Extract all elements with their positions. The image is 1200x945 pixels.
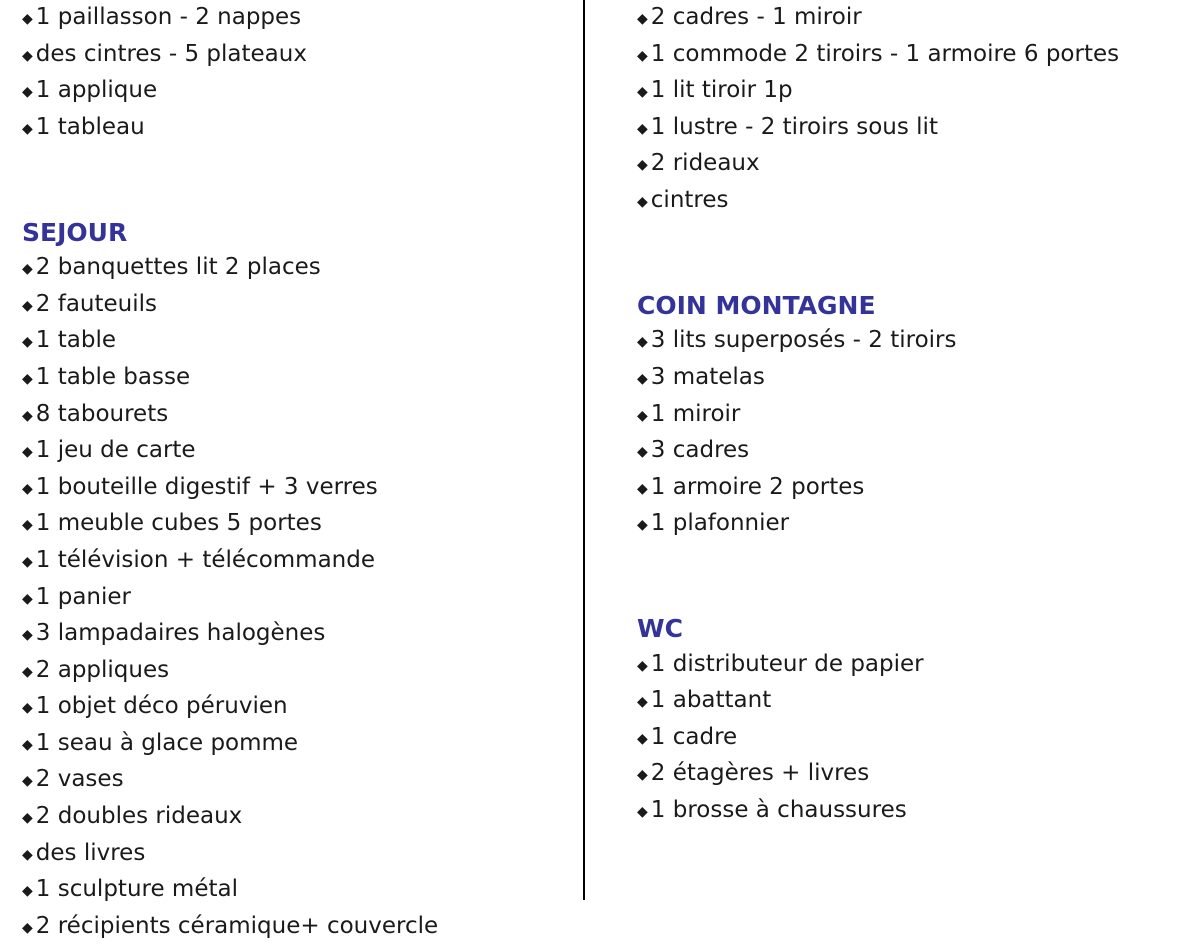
list-item [22,287,567,324]
list-item-text: 1 brosse à chaussures [650,797,907,824]
list-item-text: des livres [35,839,146,866]
section-wc-items [637,647,1197,830]
list-item [22,580,567,617]
list-item [22,872,567,909]
section-sejour [22,216,567,945]
list-item [22,323,567,360]
list-item [637,720,1197,757]
list-item-text: 1 panier [35,583,131,610]
list-item [637,110,1197,147]
bullet-diamond-icon: ◆ [637,517,648,534]
bullet-diamond-icon: ◆ [637,767,648,784]
list-item [637,433,1197,470]
list-item-text: 1 applique [35,77,158,104]
list-item-text: 2 étagères + livres [650,760,870,787]
list-item-text: 2 appliques [35,656,170,683]
section-heading-wc: WC [637,614,683,644]
bullet-diamond-icon: ◆ [22,700,33,717]
list-item-text: 2 cadres - 1 miroir [650,4,862,30]
list-item [22,616,567,653]
bullet-diamond-icon: ◆ [22,590,33,607]
section-chambre-items [637,0,1197,220]
list-item-text: 1 table [35,327,116,354]
list-item [22,836,567,873]
list-item-text: 1 tableau [35,113,145,140]
list-item [22,110,567,147]
list-item-text: 1 bouteille digestif + 3 verres [35,473,378,500]
list-item [22,726,567,763]
list-item-text: 3 cadres [650,437,750,464]
bullet-diamond-icon: ◆ [637,480,648,497]
list-item [637,0,1197,37]
list-item-text: 1 lustre - 2 tiroirs sous lit [650,113,938,140]
list-item [637,470,1197,507]
list-item-text: 1 table basse [35,363,191,390]
list-item-text: 1 cadre [650,723,738,750]
list-item [637,183,1197,220]
list-item-text: des cintres - 5 plateaux [35,40,307,67]
list-item [637,683,1197,720]
bullet-diamond-icon: ◆ [637,193,648,210]
right-column [637,0,1197,830]
bullet-diamond-icon: ◆ [22,773,33,790]
list-item [22,653,567,690]
bullet-diamond-icon: ◆ [22,663,33,680]
bullet-diamond-icon: ◆ [637,157,648,174]
list-item [637,73,1197,110]
list-item-text: 1 seau à glace pomme [35,729,299,756]
list-item [637,793,1197,830]
bullet-diamond-icon: ◆ [22,480,33,497]
list-item-text: 1 objet déco péruvien [35,693,288,720]
bullet-diamond-icon: ◆ [22,84,33,101]
list-item-text: 2 récipients céramique+ couvercle [35,912,439,939]
list-item [22,506,567,543]
bullet-diamond-icon: ◆ [22,736,33,753]
section-coin-montagne [637,289,1197,543]
bullet-diamond-icon: ◆ [22,883,33,900]
list-item [637,756,1197,793]
list-item-text: 2 doubles rideaux [35,803,243,830]
bullet-diamond-icon: ◆ [637,804,648,821]
list-item [22,470,567,507]
list-item [22,433,567,470]
list-item-text: 1 jeu de carte [35,437,196,464]
list-item-text: 1 abattant [650,687,772,714]
bullet-diamond-icon: ◆ [637,694,648,711]
list-item [22,73,567,110]
list-item-text: 3 lampadaires halogènes [35,620,326,647]
list-item [22,909,567,945]
list-item-text: 1 miroir [650,400,741,427]
list-item [22,397,567,434]
list-item-text: 1 sculpture métal [35,876,238,903]
list-item [637,397,1197,434]
bullet-diamond-icon: ◆ [637,370,648,387]
bullet-diamond-icon: ◆ [22,846,33,863]
list-item-text: 1 armoire 2 portes [650,473,865,500]
section-heading-sejour: SEJOUR [22,217,128,247]
bullet-diamond-icon: ◆ [637,730,648,747]
section-entree-items [22,0,567,146]
bullet-diamond-icon: ◆ [22,517,33,534]
bullet-diamond-icon: ◆ [22,444,33,461]
list-item [22,37,567,74]
bullet-diamond-icon: ◆ [22,297,33,314]
list-item [637,506,1197,543]
bullet-diamond-icon: ◆ [637,407,648,424]
list-item [22,0,567,37]
bullet-diamond-icon: ◆ [22,11,33,27]
bullet-diamond-icon: ◆ [22,47,33,64]
list-item-text: 1 meuble cubes 5 portes [35,510,322,537]
bullet-diamond-icon: ◆ [637,47,648,64]
list-item [637,360,1197,397]
list-item-text: 2 vases [35,766,124,793]
list-item-text: 2 banquettes lit 2 places [35,254,321,281]
bullet-diamond-icon: ◆ [637,334,648,351]
bullet-diamond-icon: ◆ [22,407,33,424]
list-item-text: 2 rideaux [650,150,760,177]
section-gap [22,146,567,215]
bullet-diamond-icon: ◆ [22,370,33,387]
list-item-text: 3 matelas [650,363,765,390]
list-item-text: 1 paillasson - 2 nappes [35,4,302,30]
list-item-text: cintres [650,186,729,213]
list-item [22,799,567,836]
list-item-text: 1 distributeur de papier [650,650,924,677]
section-coin-montagne-items [637,323,1197,543]
list-item-text: 1 télévision + télécommande [35,546,376,573]
section-wc [637,612,1197,830]
bullet-diamond-icon: ◆ [22,919,33,936]
bullet-diamond-icon: ◆ [22,261,33,278]
list-item [22,689,567,726]
list-item-text: 3 lits superposés - 2 tiroirs [650,327,957,354]
section-sejour-items [22,250,567,945]
section-gap [637,220,1197,289]
bullet-diamond-icon: ◆ [22,120,33,137]
list-item [22,250,567,287]
list-item [637,647,1197,684]
list-item-text: 1 plafonnier [650,510,790,537]
list-item [22,762,567,799]
bullet-diamond-icon: ◆ [637,11,648,27]
list-item-text: 2 fauteuils [35,290,158,317]
bullet-diamond-icon: ◆ [22,553,33,570]
section-heading-coin-montagne: COIN MONTAGNE [637,290,876,320]
list-item [22,360,567,397]
bullet-diamond-icon: ◆ [22,810,33,827]
list-item [22,543,567,580]
list-item [637,323,1197,360]
list-item-text: 1 commode 2 tiroirs - 1 armoire 6 portes [650,40,1120,67]
section-gap [637,543,1197,612]
list-item-text: 8 tabourets [35,400,169,427]
left-column [22,0,567,945]
column-divider [583,0,585,900]
bullet-diamond-icon: ◆ [637,84,648,101]
list-item [637,37,1197,74]
bullet-diamond-icon: ◆ [637,657,648,674]
bullet-diamond-icon: ◆ [22,334,33,351]
bullet-diamond-icon: ◆ [22,627,33,644]
bullet-diamond-icon: ◆ [637,120,648,137]
bullet-diamond-icon: ◆ [637,444,648,461]
list-item [637,146,1197,183]
list-item-text: 1 lit tiroir 1p [650,77,793,104]
